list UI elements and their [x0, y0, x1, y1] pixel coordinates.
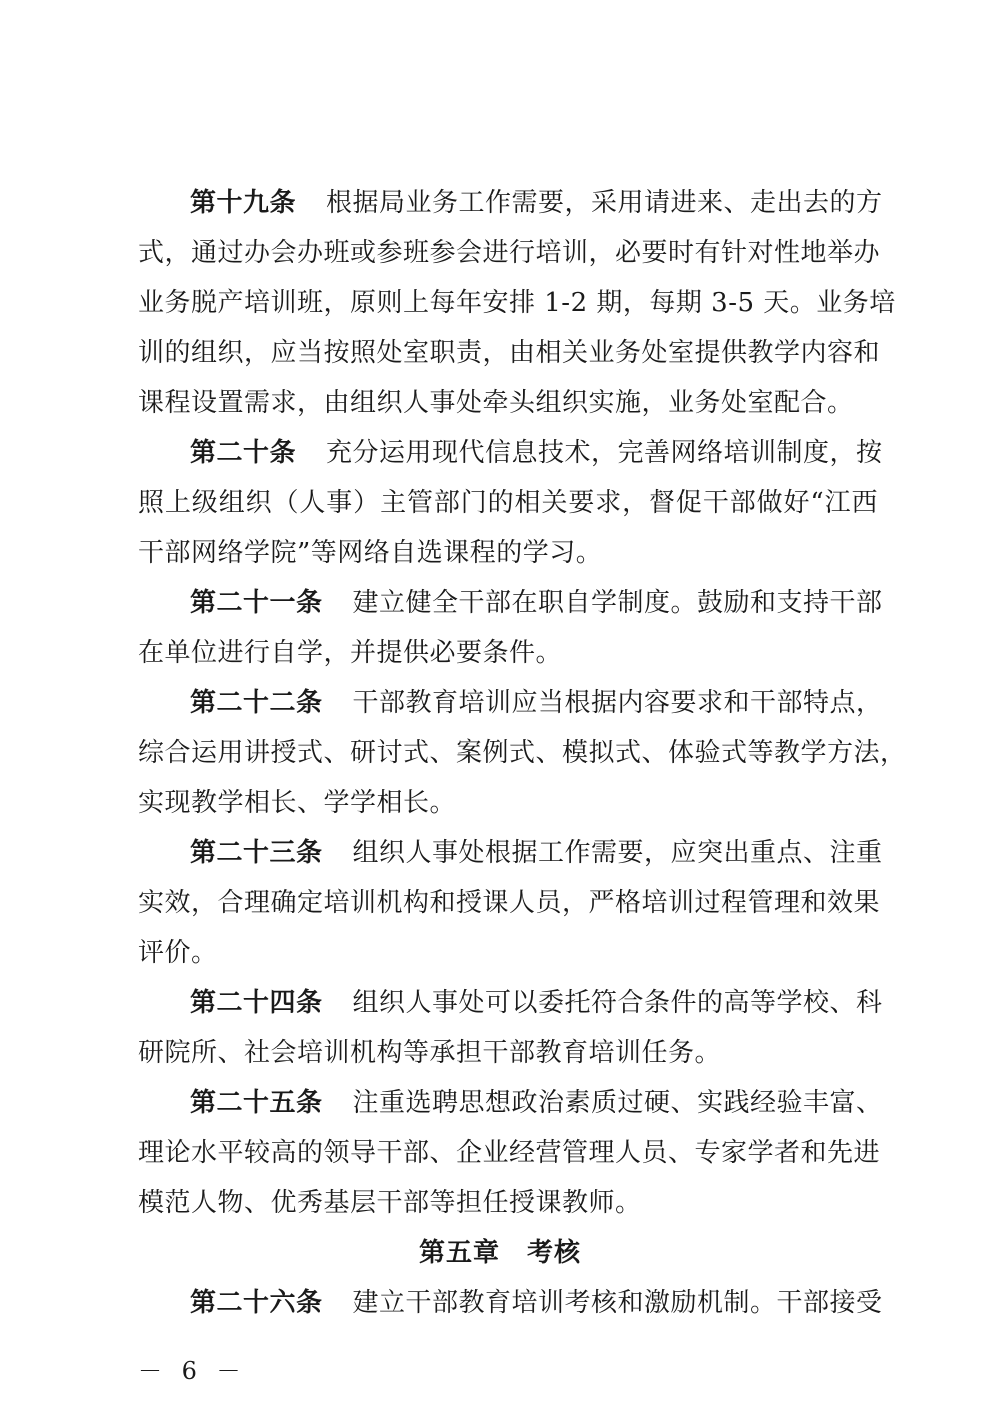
- article-label: 第二十条: [190, 438, 297, 468]
- article-23-line-2: 实效，合理确定培训机构和授课人员，严格培训过程管理和效果: [138, 888, 881, 918]
- article-23-line-3: 评价。: [138, 938, 218, 968]
- article-21-line-2: 在单位进行自学，并提供必要条件。: [138, 638, 563, 668]
- article-label: 第二十五条: [190, 1088, 323, 1118]
- article-label: 第二十三条: [190, 838, 323, 868]
- article-22-line-2: 综合运用讲授式、研讨式、案例式、模拟式、体验式等教学方法，: [138, 738, 907, 768]
- page-number: － 6 －: [138, 1357, 247, 1385]
- article-label: 第二十二条: [190, 688, 323, 718]
- article-25-line-1: 第二十五条 注重选聘思想政治素质过硬、实践经验丰富、: [190, 1088, 883, 1118]
- article-25-line-2: 理论水平较高的领导干部、企业经营管理人员、专家学者和先进: [138, 1138, 881, 1168]
- article-24-line-1: 第二十四条 组织人事处可以委托符合条件的高等学校、科: [190, 988, 883, 1018]
- article-label: 第十九条: [190, 188, 297, 218]
- article-label: 第二十六条: [190, 1288, 323, 1318]
- article-19-line-4: 训的组织，应当按照处室职责，由相关业务处室提供教学内容和: [138, 338, 881, 368]
- article-22-line-3: 实现教学相长、学学相长。: [138, 788, 457, 818]
- article-25-line-3: 模范人物、优秀基层干部等担任授课教师。: [138, 1188, 642, 1218]
- article-21-line-1: 第二十一条 建立健全干部在职自学制度。鼓励和支持干部: [190, 588, 883, 618]
- article-22-line-1: 第二十二条 干部教育培训应当根据内容要求和干部特点，: [190, 688, 883, 718]
- article-19-line-3: 业务脱产培训班，原则上每年安排 1-2 期，每期 3-5 天。业务培: [138, 288, 896, 318]
- article-26-line-1: 第二十六条 建立干部教育培训考核和激励机制。干部接受: [190, 1288, 883, 1318]
- article-23-line-1: 第二十三条 组织人事处根据工作需要，应突出重点、注重: [190, 838, 883, 868]
- chapter-heading: 第五章 考核: [418, 1238, 581, 1268]
- article-20-line-1: 第二十条 充分运用现代信息技术，完善网络培训制度，按: [190, 438, 883, 468]
- article-label: 第二十四条: [190, 988, 323, 1018]
- article-19-line-1: 第十九条 根据局业务工作需要，采用请进来、走出去的方: [190, 188, 883, 218]
- article-19-line-5: 课程设置需求，由组织人事处牵头组织实施，业务处室配合。: [138, 388, 854, 418]
- article-label: 第二十一条: [190, 588, 323, 618]
- article-20-line-2: 照上级组织（人事）主管部门的相关要求，督促干部做好“江西: [138, 488, 878, 518]
- article-20-line-3: 干部网络学院”等网络自选课程的学习。: [138, 538, 603, 568]
- article-24-line-2: 研院所、社会培训机构等承担干部教育培训任务。: [138, 1038, 722, 1068]
- article-19-line-2: 式，通过办会办班或参班参会进行培训，必要时有针对性地举办: [138, 238, 881, 268]
